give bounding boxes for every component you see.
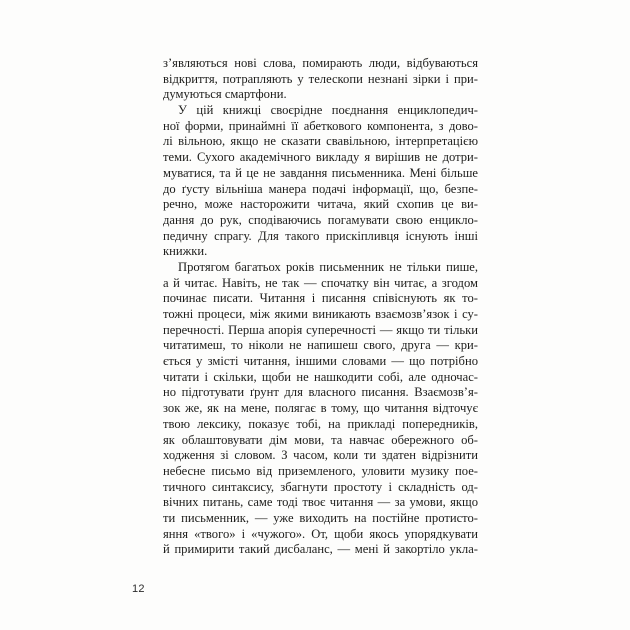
text-line: теми. Сухого академічного викладу я вирішив не дотри- [163,150,478,165]
text-line: речно, може насторожити читача, який схопив це ви- [163,197,478,212]
text-line: а й читає. Навіть, не так — спочатку він читає, а згодом [163,275,478,290]
text-line: ється у змісті читання, іншими словами — що потрібно [163,354,478,369]
text-line: педичну спрагу. Для такого прискіпливця існують інші [163,228,478,243]
text-line: як облаштовувати дім мови, та навчає обережного об- [163,432,478,447]
text-line: з’являються нові слова, помирають люди, відбуваються [163,56,478,70]
text-line: й примирити такий дисбаланс, — мені й закортіло укла- [163,542,478,557]
paragraph [163,56,478,103]
text-line: Протягом багатьох років письменник не тільки пише, [178,259,478,274]
text-line: думуються смартфони. [163,87,287,102]
text-line: читатимеш, то ніколи не напишеш свого, друга — кри- [163,338,478,353]
text-line: дання до рук, сподіваючись погамувати свою енцикло- [163,212,478,227]
text-line: ти письменник, — уже виходить на постійне протисто- [163,510,478,525]
text-block [163,56,478,558]
text-line: муватися, та й це не завдання письменника. Мені більше [163,165,478,180]
text-line: відкриття, потрапляють у телескопи незнані зірки і при- [163,71,478,86]
text-line: твою лексику, показує тобі, на прикладі попередників, [163,416,478,431]
text-line: книжки. [163,244,208,259]
text-line: но підготувати ґрунт для власного писання. Взаємозв’я- [163,385,478,400]
text-line: починає писати. Читання і писання співіснують як то- [163,291,478,306]
text-line: зок же, як на мене, полягає в тому, що читання відточує [163,401,478,416]
text-line: яння «твого» і «чужого». От, щоби якось упорядкувати [163,526,478,541]
page-number: 12 [132,583,145,595]
text-line: ної форми, принаймні її абеткового компонента, з дово- [163,118,478,133]
text-line: вічних питань, саме тоді твоє читання — за умови, якщо [163,495,478,510]
text-line: тожні процеси, між якими виникають взаємозв’язок і су- [163,307,478,321]
paragraph [163,103,478,260]
paragraph [163,260,478,558]
text-line: небесне письмо від приземленого, уловити музику пое- [163,463,478,478]
text-line: лі вільною, якщо не сказати свавільною, інтерпретацією [163,134,478,149]
text-line: У цій книжці своєрідне поєднання енциклопедич- [178,103,478,118]
text-line: читати і скільки, щоби не нашкодити собі, але одночас- [163,369,478,384]
text-line: тичного синтаксису, збагнути простоту і складність од- [163,479,478,494]
text-line: до ґусту вільніша манера подачі інформації, що, безпе- [163,181,478,196]
text-line: ходження зі словом. З часом, коли ти здатен відрізнити [163,448,478,463]
text-line: перечності. Перша апорія суперечності — якщо ти тільки [163,322,478,337]
